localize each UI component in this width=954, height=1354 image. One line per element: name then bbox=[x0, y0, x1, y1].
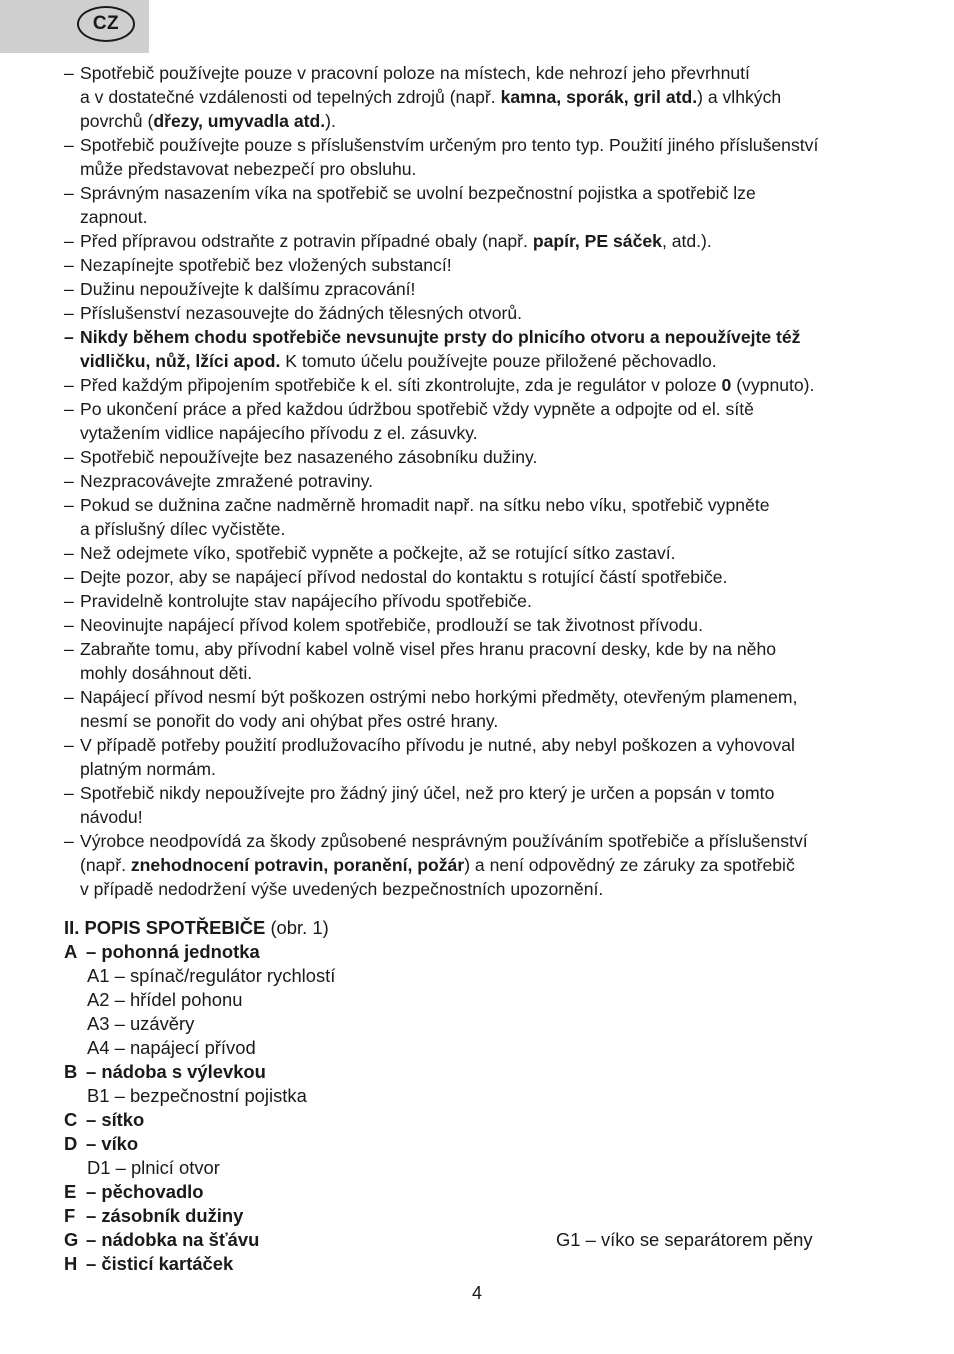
rule-text: V případě potřeby použití prodlužovacího přívodu je nutné, aby nebyl poškozen a vyhovoval bbox=[80, 735, 795, 755]
part-letter: A bbox=[64, 941, 78, 962]
rule-text: Než odejmete víko, spotřebič vypněte a počkejte, až se rotující sítko zastaví. bbox=[80, 543, 676, 563]
part-item bbox=[64, 1204, 904, 1228]
bullet-dash: – bbox=[64, 447, 74, 467]
page-content bbox=[64, 61, 904, 1276]
rule-text: návodu! bbox=[80, 807, 143, 827]
page-number: 4 bbox=[471, 1283, 482, 1303]
rule-text-bold: Nikdy během chodu spotřebiče nevsunujte prsty do plnicího otvoru a nepoužívejte též bbox=[80, 327, 801, 347]
bullet-dash: – bbox=[64, 735, 74, 755]
rule-text: Dužinu nepoužívejte k dalšímu zpracování! bbox=[80, 279, 416, 299]
rule-text: Po ukončení práce a před každou údržbou spotřebič vždy vypněte a odpojte od el. sítě bbox=[80, 399, 754, 419]
bullet-dash: – bbox=[64, 687, 74, 707]
bullet-dash: – bbox=[64, 399, 74, 419]
bullet-dash: – bbox=[64, 231, 74, 251]
rule-text: ). bbox=[325, 111, 336, 131]
rule-text: v případě nedodržení výše uvedených bezpečnostních upozornění. bbox=[80, 879, 604, 899]
rule-text: (např. bbox=[80, 855, 131, 875]
part-label: – sítko bbox=[86, 1109, 145, 1130]
rule-text-bold: kamna, sporák, gril atd. bbox=[500, 87, 698, 107]
rule-item bbox=[64, 445, 904, 469]
rule-text: Nezpracovávejte zmražené potraviny. bbox=[80, 471, 374, 491]
rule-text: Spotřebič nikdy nepoužívejte pro žádný jiný účel, než pro který je určen a popsán v tomto bbox=[80, 783, 775, 803]
bullet-dash: – bbox=[64, 831, 74, 851]
rule-text: Pokud se dužnina začne nadměrně hromadit např. na sítku nebo víku, spotřebič vypněte bbox=[80, 495, 770, 515]
rule-text: , atd.). bbox=[661, 231, 712, 251]
rule-item bbox=[64, 397, 904, 445]
rule-item bbox=[64, 637, 904, 685]
rule-item bbox=[64, 325, 904, 373]
rule-text-bold: vidličku, nůž, lžíci apod. bbox=[80, 351, 281, 371]
rule-item bbox=[64, 781, 904, 829]
bullet-dash: – bbox=[64, 375, 74, 395]
rule-text: ) a vlhkých bbox=[697, 87, 782, 107]
rule-item bbox=[64, 229, 904, 253]
rule-text: Napájecí přívod nesmí být poškozen ostrými nebo horkými předměty, otevřeným plamenem, bbox=[80, 687, 798, 707]
rule-item bbox=[64, 469, 904, 493]
rule-text: a příslušný dílec vyčistěte. bbox=[80, 519, 286, 539]
rule-text: zapnout. bbox=[80, 207, 148, 227]
bullet-dash: – bbox=[64, 567, 74, 587]
rule-text: vytažením vidlice napájecího přívodu z el. zásuvky. bbox=[80, 423, 478, 443]
rule-item bbox=[64, 301, 904, 325]
rule-text: Pravidelně kontrolujte stav napájecího přívodu spotřebiče. bbox=[80, 591, 532, 611]
part-item bbox=[64, 1108, 904, 1132]
part-item bbox=[64, 1252, 904, 1276]
rule-item bbox=[64, 181, 904, 229]
safety-rules-list bbox=[64, 61, 904, 901]
bullet-dash: – bbox=[64, 327, 74, 347]
rule-item bbox=[64, 685, 904, 733]
parts-list bbox=[64, 940, 904, 1276]
part-label: – nádoba s výlevkou bbox=[86, 1061, 266, 1082]
rule-item bbox=[64, 589, 904, 613]
part-label: – zásobník dužiny bbox=[86, 1205, 244, 1226]
rule-text: povrchů ( bbox=[80, 111, 154, 131]
rule-text-bold: znehodnocení potravin, poranění, požár bbox=[130, 855, 465, 875]
part-item bbox=[64, 1228, 904, 1252]
part-label: – pěchovadlo bbox=[86, 1181, 204, 1202]
bullet-dash: – bbox=[64, 591, 74, 611]
bullet-dash: – bbox=[64, 255, 74, 275]
rule-text: Před každým připojením spotřebiče k el. síti zkontrolujte, zda je regulátor v poloze bbox=[80, 375, 722, 395]
rule-text: Spotřebič používejte pouze v pracovní poloze na místech, kde nehrozí jeho převrhnutí bbox=[80, 63, 750, 83]
rule-text: mohly dosáhnout děti. bbox=[80, 663, 253, 683]
part-subitem: A1 – spínač/regulátor rychlostí bbox=[87, 965, 336, 986]
section-title bbox=[64, 916, 904, 940]
part-subitem: G1 – víko se separátorem pěny bbox=[556, 1229, 813, 1250]
bullet-dash: – bbox=[64, 303, 74, 323]
part-item bbox=[64, 1180, 904, 1204]
rule-text: K tomuto účelu používejte pouze přiložené pěchovadlo. bbox=[280, 351, 717, 371]
rule-item bbox=[64, 829, 904, 901]
rule-text: nesmí se ponořit do vody ani ohýbat přes ostré hrany. bbox=[80, 711, 499, 731]
part-label: – čisticí kartáček bbox=[86, 1253, 234, 1274]
part-item bbox=[64, 1132, 904, 1156]
rule-text: Výrobce neodpovídá za škody způsobené nesprávným používáním spotřebiče a příslušenství bbox=[80, 831, 808, 851]
part-label: – víko bbox=[86, 1133, 139, 1154]
bullet-dash: – bbox=[64, 639, 74, 659]
rule-text: Před přípravou odstraňte z potravin případné obaly (např. bbox=[80, 231, 533, 251]
rule-item bbox=[64, 565, 904, 589]
rule-text: Neovinujte napájecí přívod kolem spotřebiče, prodlouží se tak životnost přívodu. bbox=[80, 615, 703, 635]
part-letter: F bbox=[64, 1205, 76, 1226]
rule-text: Spotřebič nepoužívejte bez nasazeného zásobníku dužiny. bbox=[80, 447, 538, 467]
rule-item bbox=[64, 277, 904, 301]
section-title-text: II. POPIS SPOTŘEBIČE bbox=[64, 917, 266, 938]
part-letter: H bbox=[64, 1253, 78, 1274]
part-subitem: D1 – plnicí otvor bbox=[87, 1157, 220, 1178]
part-label: – nádobka na šťávu bbox=[86, 1229, 260, 1250]
part-letter: G bbox=[64, 1229, 79, 1250]
rule-text: a v dostatečné vzdálenosti od tepelných zdrojů (např. bbox=[80, 87, 501, 107]
rule-item bbox=[64, 493, 904, 541]
rule-text: Příslušenství nezasouvejte do žádných tělesných otvorů. bbox=[80, 303, 523, 323]
rule-item bbox=[64, 373, 904, 397]
bullet-dash: – bbox=[64, 471, 74, 491]
rule-text: platným normám. bbox=[80, 759, 216, 779]
language-tab bbox=[0, 0, 149, 53]
rule-text: Nezapínejte spotřebič bez vložených substancí! bbox=[80, 255, 452, 275]
bullet-dash: – bbox=[64, 495, 74, 515]
bullet-dash: – bbox=[64, 615, 74, 635]
language-badge: CZ bbox=[77, 6, 135, 42]
rule-item bbox=[64, 61, 904, 133]
bullet-dash: – bbox=[64, 543, 74, 563]
rule-item bbox=[64, 133, 904, 181]
part-item bbox=[64, 940, 904, 964]
rule-item bbox=[64, 253, 904, 277]
rule-item bbox=[64, 613, 904, 637]
rule-text-bold: dřezy, umyvadla atd. bbox=[153, 111, 326, 131]
rule-text: Zabraňte tomu, aby přívodní kabel volně visel přes hranu pracovní desky, kde by na něho bbox=[80, 639, 777, 659]
rule-text: Dejte pozor, aby se napájecí přívod nedostal do kontaktu s rotující částí spotřebiče. bbox=[80, 567, 728, 587]
part-letter: C bbox=[64, 1109, 78, 1130]
rule-text-bold: 0 bbox=[721, 375, 732, 395]
rule-text-bold: papír, PE sáček bbox=[532, 231, 662, 251]
part-subitem: B1 – bezpečnostní pojistka bbox=[87, 1085, 307, 1106]
rule-item bbox=[64, 541, 904, 565]
part-subitem: A2 – hřídel pohonu bbox=[87, 989, 243, 1010]
rule-text: může představovat nebezpečí pro obsluhu. bbox=[80, 159, 417, 179]
rule-text: (vypnuto). bbox=[731, 375, 815, 395]
part-subitem: A3 – uzávěry bbox=[87, 1013, 195, 1034]
bullet-dash: – bbox=[64, 783, 74, 803]
part-subitem: A4 – napájecí přívod bbox=[87, 1037, 256, 1058]
section-figure-ref: (obr. 1) bbox=[265, 917, 329, 938]
bullet-dash: – bbox=[64, 279, 74, 299]
bullet-dash: – bbox=[64, 183, 74, 203]
part-letter: B bbox=[64, 1061, 78, 1082]
bullet-dash: – bbox=[64, 63, 74, 83]
rule-text: Správným nasazením víka na spotřebič se uvolní bezpečnostní pojistka a spotřebič lze bbox=[80, 183, 756, 203]
rule-text: Spotřebič používejte pouze s příslušenstvím určeným pro tento typ. Použití jiného příslušenství bbox=[80, 135, 819, 155]
rule-text: ) a není odpovědný ze záruky za spotřebič bbox=[464, 855, 795, 875]
part-label: – pohonná jednotka bbox=[86, 941, 260, 962]
part-item bbox=[64, 1060, 904, 1084]
part-letter: E bbox=[64, 1181, 77, 1202]
part-letter: D bbox=[64, 1133, 78, 1154]
bullet-dash: – bbox=[64, 135, 74, 155]
rule-item bbox=[64, 733, 904, 781]
